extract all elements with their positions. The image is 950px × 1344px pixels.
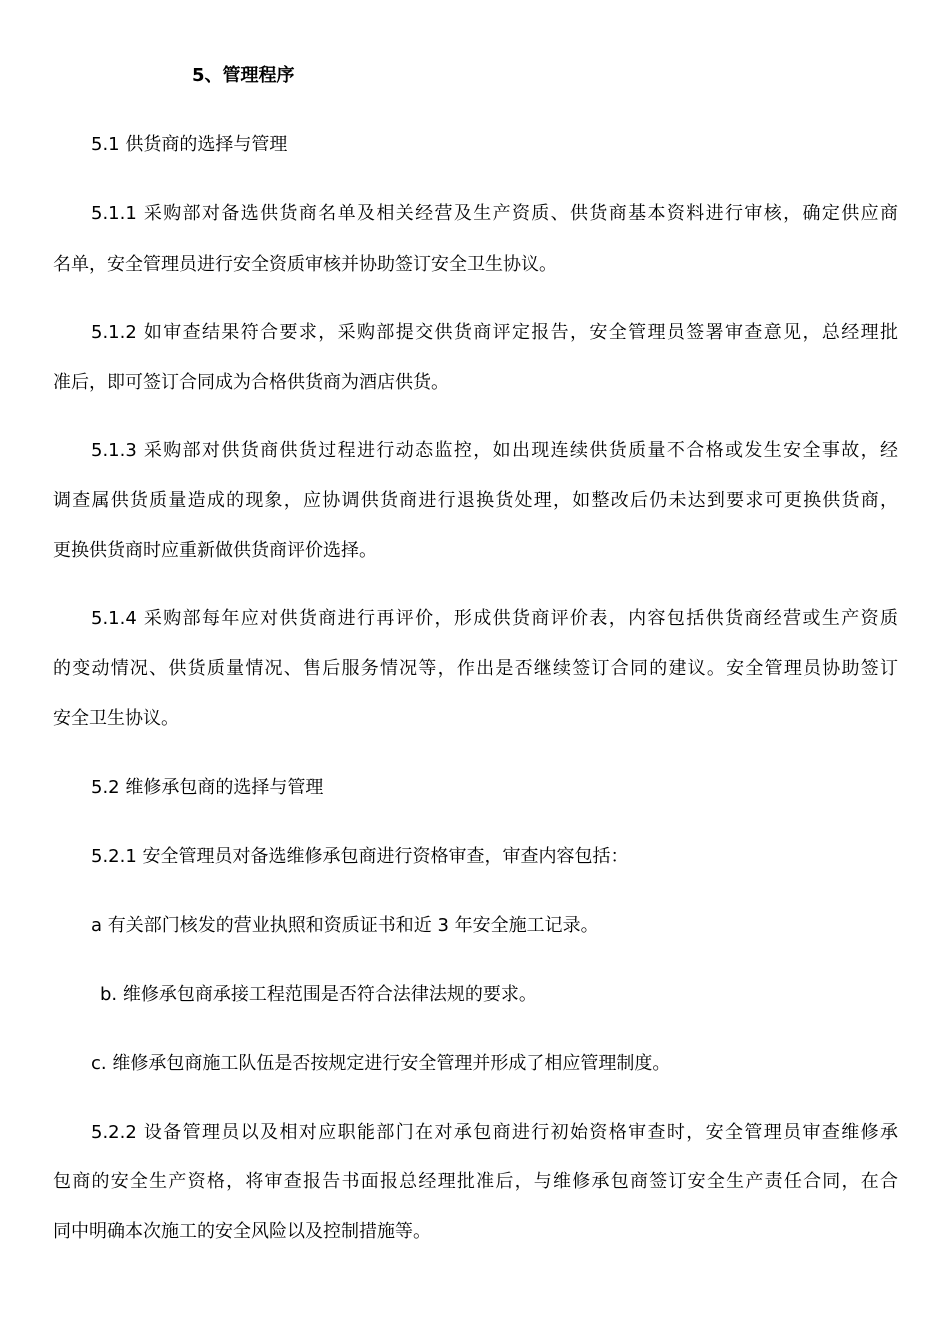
paragraph-5-1-2-line-1: 5.1.2 如审查结果符合要求，采购部提交供货商评定报告，安全管理员签署审查意见，总经理批 bbox=[91, 322, 898, 343]
paragraph-5-2-2-line-2: 包商的安全生产资格，将审查报告书面报总经理批准后，与维修承包商签订安全生产责任合同，在合 bbox=[53, 1171, 898, 1192]
list-item-a: a 有关部门核发的营业执照和资质证书和近 3 年安全施工记录。 bbox=[91, 915, 599, 936]
paragraph-5-1-3-line-1: 5.1.3 采购部对供货商供货过程进行动态监控，如出现连续供货质量不合格或发生安全事故，经 bbox=[91, 440, 898, 461]
paragraph-5-2-2-line-3: 同中明确本次施工的安全风险以及控制措施等。 bbox=[53, 1221, 431, 1242]
paragraph-5-1-2-line-2: 准后，即可签订合同成为合格供货商为酒店供货。 bbox=[53, 372, 449, 393]
section-heading: 5、管理程序 bbox=[192, 65, 295, 86]
paragraph-5-1-4-line-2: 的变动情况、供货质量情况、售后服务情况等，作出是否继续签订合同的建议。安全管理员协助签订 bbox=[53, 658, 898, 679]
paragraph-5-1-1-line-1: 5.1.1 采购部对备选供货商名单及相关经营及生产资质、供货商基本资料进行审核，确定供应商 bbox=[91, 203, 898, 224]
paragraph-5-1-3-line-3: 更换供货商时应重新做供货商评价选择。 bbox=[53, 540, 377, 561]
paragraph-5-1-4-line-3: 安全卫生协议。 bbox=[53, 708, 179, 729]
subsection-title-5-1: 5.1 供货商的选择与管理 bbox=[91, 134, 288, 155]
paragraph-5-2-1: 5.2.1 安全管理员对备选维修承包商进行资格审查，审查内容包括： bbox=[91, 846, 629, 867]
subsection-title-5-2: 5.2 维修承包商的选择与管理 bbox=[91, 777, 324, 798]
paragraph-5-1-4-line-1: 5.1.4 采购部每年应对供货商进行再评价，形成供货商评价表，内容包括供货商经营或生产资质 bbox=[91, 608, 898, 629]
paragraph-5-2-2-line-1: 5.2.2 设备管理员以及相对应职能部门在对承包商进行初始资格审查时，安全管理员审查维修承 bbox=[91, 1122, 898, 1143]
paragraph-5-1-3-line-2: 调查属供货质量造成的现象，应协调供货商进行退换货处理，如整改后仍未达到要求可更换供货商， bbox=[53, 490, 898, 511]
list-item-c: c. 维修承包商施工队伍是否按规定进行安全管理并形成了相应管理制度。 bbox=[91, 1053, 671, 1074]
list-item-b: b. 维修承包商承接工程范围是否符合法律法规的要求。 bbox=[100, 984, 537, 1005]
paragraph-5-1-1-line-2: 名单，安全管理员进行安全资质审核并协助签订安全卫生协议。 bbox=[53, 254, 557, 275]
